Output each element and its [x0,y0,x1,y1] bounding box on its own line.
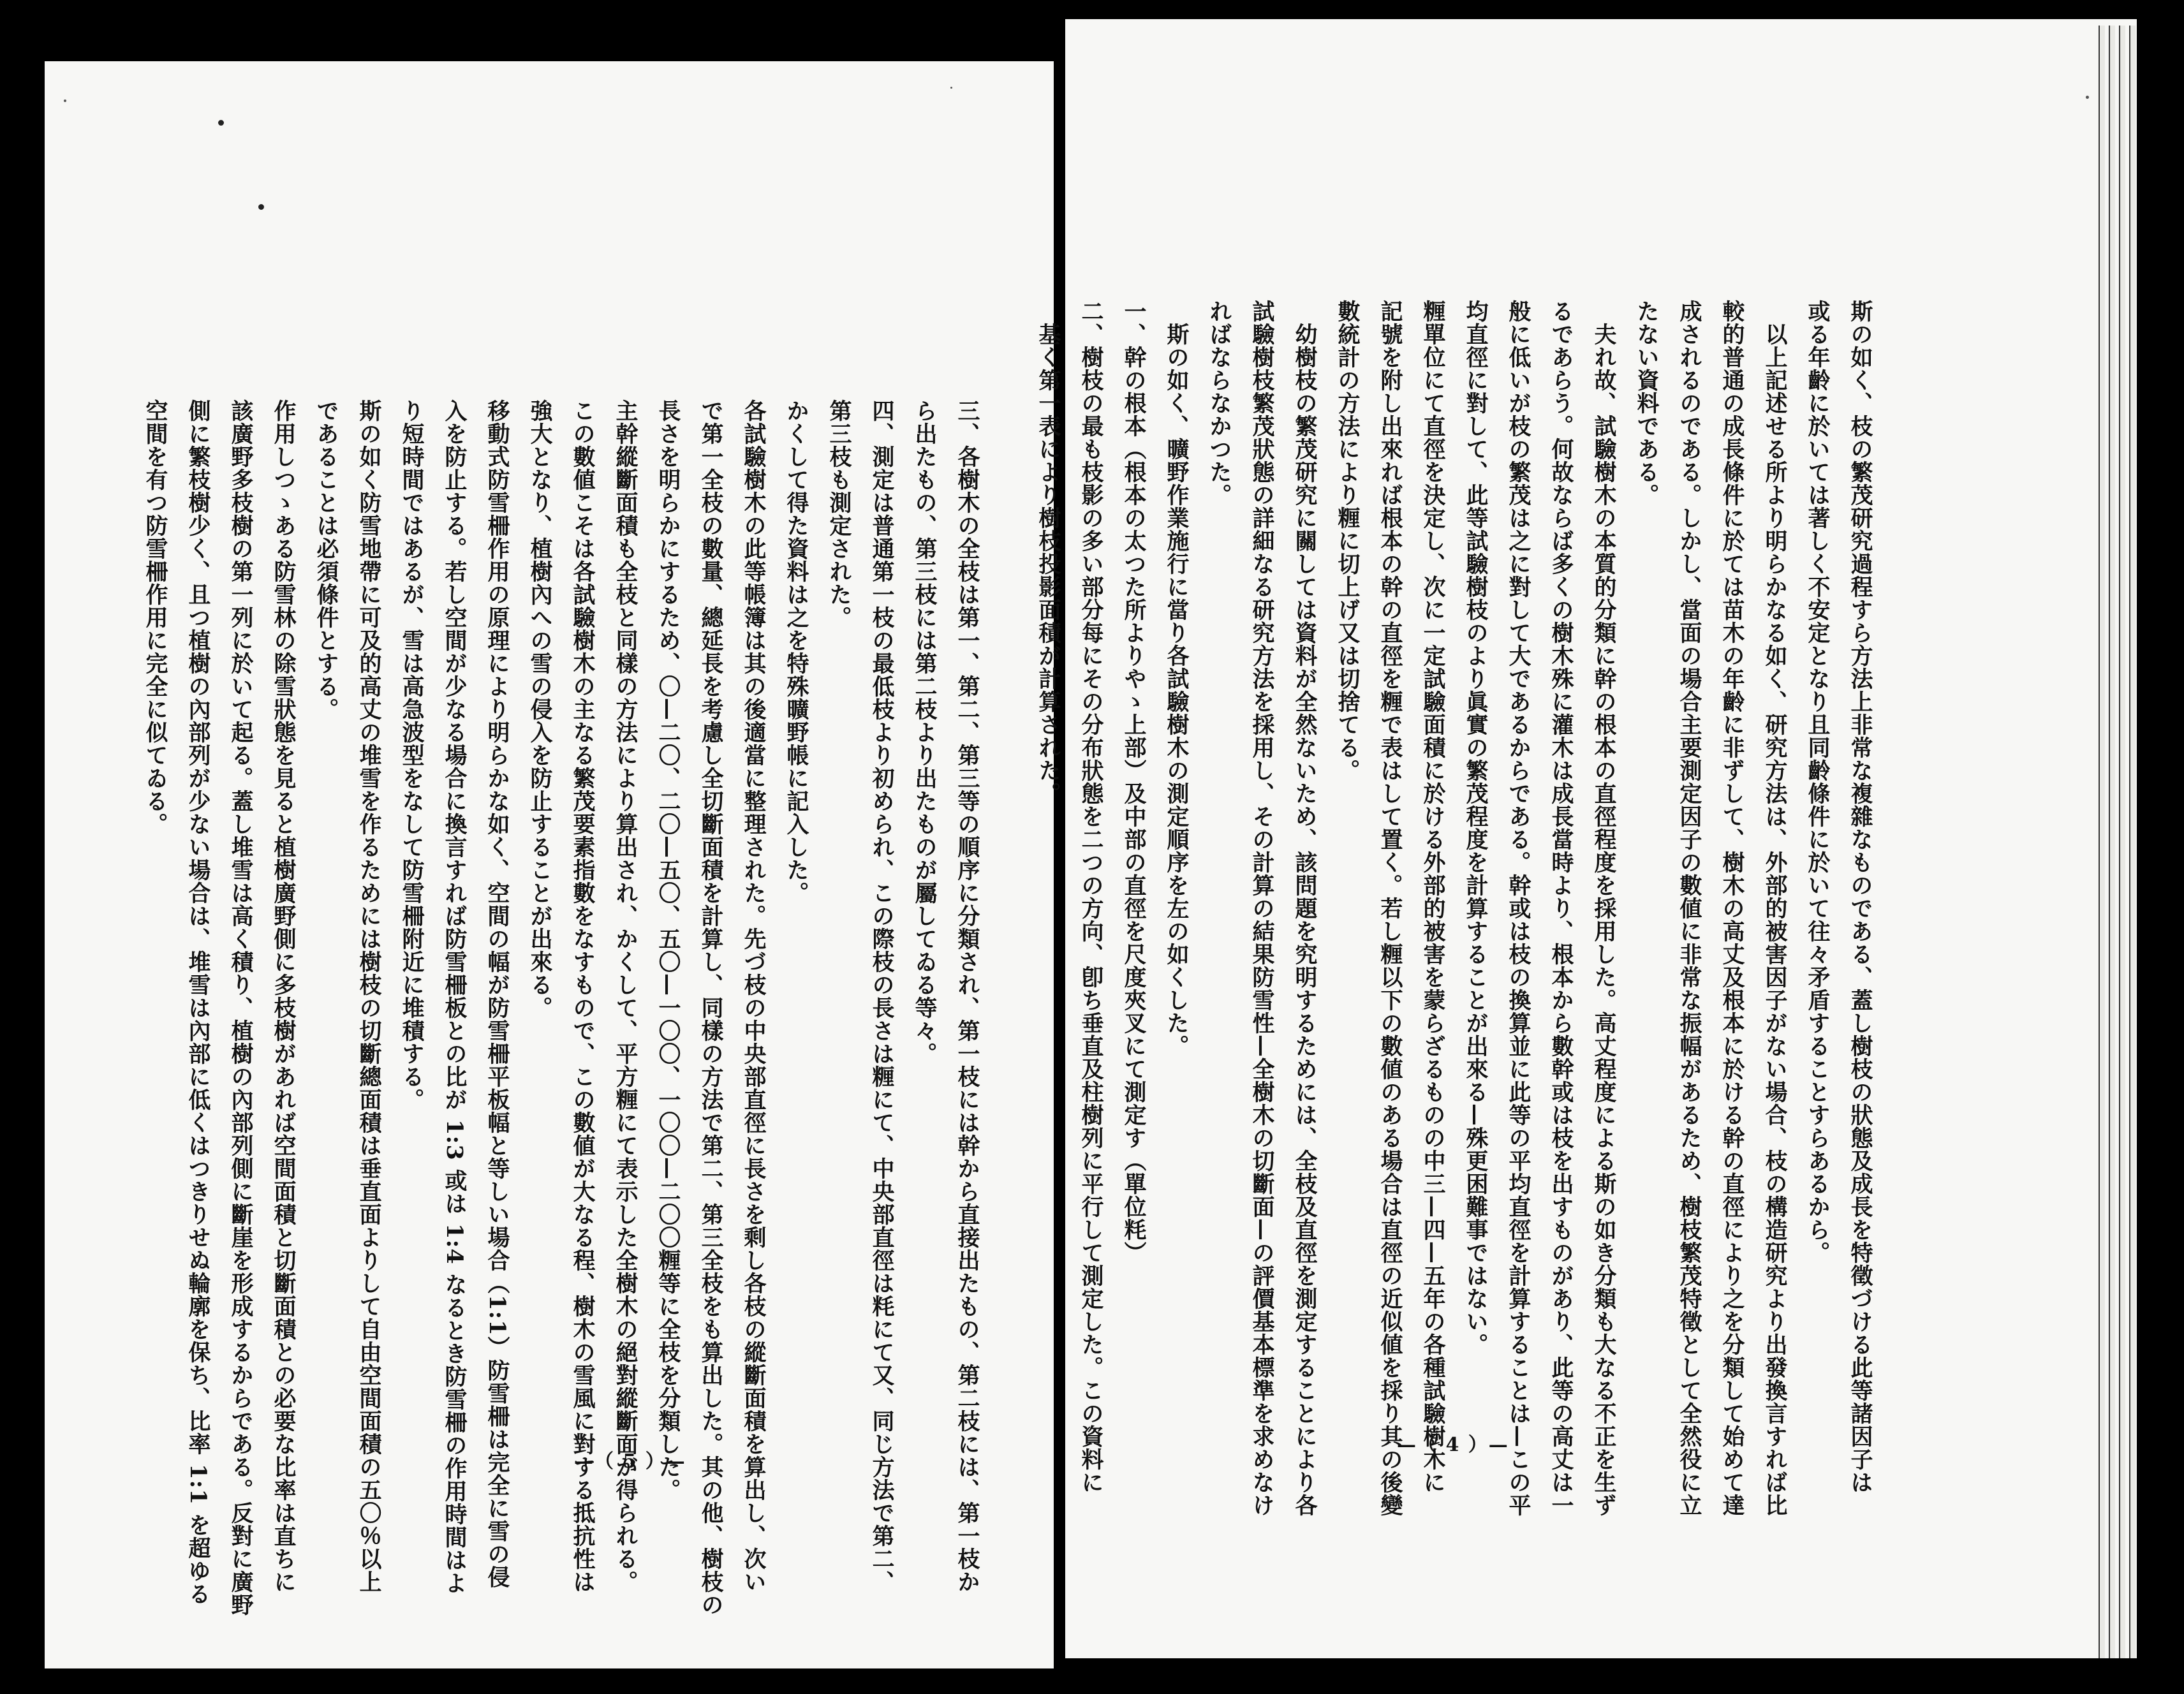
text-line: 斯の如く、枝の繁茂研究過程すら方法上非常な複雜なものである、蓋し樹枝の狀態及成長を特徵づける此等諸因子は [1847,300,1873,1494]
text-line: ればならなかつた。 [1206,300,1232,506]
scan-speckle [64,99,66,102]
text-line: 斯の如く、曠野作業施行に當り各試驗樹木の測定順序を左の如くした。 [1163,300,1190,1057]
ink-dot [258,204,264,210]
text-line: 試驗樹枝繁茂狀態の詳細なる研究方法を採用し、その計算の結果防雪性—全樹木の切斷面—の評價基本標準を求めなけ [1249,300,1275,1517]
text-line: たない資料である。 [1634,300,1660,506]
text-line: かくして得た資料は之を特殊曠野帳に記入した。 [783,399,809,904]
text-line: 空間を有つ防雪柵作用に完全に似てゐる。 [142,399,168,836]
text-line: 作用しつゝある防雪林の除雪狀態を見ると植樹廣野側に多枝樹があれば空間面積と切斷面積との必要な比率は直ちに [270,399,297,1593]
text-line: 各試驗樹木の此等帳簿は其の後適當に整理された。先づ枝の中央部直徑に長さを剩し各枝の縱斷面積を算出し、次い [741,399,767,1593]
text-line: 斯の如く防雪地帶に可及的高丈の堆雪を作るためには樹枝の切斷總面積は垂直面よりして自由空間面積の五〇％以上 [356,399,382,1593]
text-line: 強大となり、植樹內への雪の侵入を防止することが出來る。 [527,399,553,1019]
scan-speckle [2086,96,2089,99]
text-line: 移動式防雪柵作用の原理により明らかな如く、空間の幅が防雪柵平板幅と等しい場合（1:1）防雪柵は完全に雪の侵 [484,399,510,1589]
text-line: この數値こそは各試驗樹木の主なる繁茂要素指數をなすもので、この數値が大なる程、樹木の雪風に對する抵抗性は [570,399,596,1593]
text-line: 或る年齡に於いては著しく不安定となり且同齡條件に於いて往々矛盾することすらあるから。 [1804,300,1831,1264]
text-line: 均直徑に對して、此等試驗樹枝のより眞實の繁茂程度を計算することが出來る—殊更困難事ではない。 [1463,300,1489,1356]
text-line: 記號を附し出來れば根本の幹の直徑を糎で表はして置く。若し糎以下の數値のある場合は直徑の近似値を採り其の後變 [1377,300,1403,1517]
scan-speckle [950,87,952,89]
text-line: であることは必須條件とする。 [313,399,339,721]
text-line: 以上記述せる所より明らかなる如く、研究方法は、外部的被害因子がない場合、枝の構造研究より出發換言すれば比 [1762,300,1788,1517]
text-line: 成されるのである。しかし、當面の場合主要測定因子の數値に非常な振幅があるため、樹枝繁茂特徵として全然役に立 [1676,300,1702,1517]
text-line: 三、各樹木の全枝は第一、第二、第三等の順序に分類され、第一枝には幹から直接出たもの、第二枝には、第一枝か [954,399,980,1593]
left-page [45,61,1059,1668]
text-line: ら出たもの、第三枝には第二枝より出たものが屬してゐる等々。 [911,399,938,1065]
text-line: 主幹縱斷面積も全枝と同樣の方法により算出され、かくして、平方糎にて表示した全樹木の絕對縱斷面が得られる。 [612,399,638,1593]
text-line: 糎單位にて直徑を決定し、次に一定試驗面積に於ける外部的被害を蒙らざるものの中三—四—五年の各種試驗樹木に [1420,300,1446,1494]
text-line: 入を防止する。若し空間が少なる場合に換言すれば防雪柵板との比が 1:3 或は 1:4 なるとき防雪柵の作用時間はよ [441,399,468,1595]
text-line: るであらう。何故ならば多くの樹木殊に灌木は成長當時より、根本から數幹或は枝を出すものがあり、此等の高丈は一 [1548,300,1574,1517]
page-edge [2119,26,2125,1658]
page-edge [2099,26,2105,1658]
right-page-body [1027,300,1882,1517]
text-line: 該廣野多枝樹の第一列に於いて起る。蓋し堆雪は高く積り、植樹の內部列側に斷崖を形成するからである。反對に廣野 [228,399,254,1616]
text-line: 第三枝も測定された。 [826,399,852,629]
text-line: 一、幹の根本（根本の太つた所よりやゝ上部）及中部の直徑を尺度夾叉にて測定す（單位粍） [1121,300,1147,1264]
text-line: 長さを明らかにするため、〇—二〇、二〇—五〇、五〇—一〇〇、一〇〇—二〇〇糎等に全枝を分類した。 [655,399,681,1501]
page-edge [2109,26,2115,1658]
text-line: 較的普通の成長條件に於ては苗木の年齡に非ずして、樹木の高丈及根本に於ける幹の直徑により之を分類して始めて達 [1719,300,1745,1517]
text-line: り短時間ではあるが、雪は高急波型をなして防雪柵附近に堆積する。 [399,399,425,1111]
page-edge [2129,26,2136,1658]
text-line: 四、測定は普通第一枝の最低枝より初められ、この際枝の長さは糎にて、中央部直徑は粍にて又、同じ方法で第二、 [869,399,895,1593]
text-line: 夫れ故、試驗樹木の本質的分類に幹の根本の直徑程度を採用した。高丈程度による斯の如き分類も大なる不正を生ず [1591,300,1617,1517]
ink-dot [218,120,224,126]
text-line: 般に低いが枝の繁茂は之に對して大であるからである。幹或は枝の換算並に此等の平均直徑を計算することは—この平 [1505,300,1531,1517]
text-line: 基く第一表により樹枝投影面積が計算された。 [1035,300,1061,805]
left-page-body [134,399,989,1616]
text-line: 數統計の方法により糎に切上げ又は切捨てる。 [1334,300,1361,782]
text-line: で第一全枝の數量、總延長を考慮し全切斷面積を計算し、同樣の方法で第二、第三全枝をも算出した。其の他、樹枝の [698,399,724,1616]
text-line: 側に繁枝樹少く、且つ植樹の內部列が少ない場合は、堆雪は內部に低くはつきりせぬ輪廓を保ち、比率 1:1 を超ゆる [185,399,211,1605]
page-number-4: —（ 4 ）— [1397,1434,1509,1456]
text-line: 二、樹枝の最も枝影の多い部分每にその分布狀態を二つの方向、卽ち垂直及柱樹列に平行して測定した。この資料に [1078,300,1104,1494]
text-line: 幼樹枝の繁茂研究に關しては資料が全然ないため、該問題を究明するためには、全枝及直徑を測定することにより各 [1292,300,1318,1517]
page-number-5: —（ 5 ）— [574,1450,686,1473]
right-page [1035,19,2137,1658]
